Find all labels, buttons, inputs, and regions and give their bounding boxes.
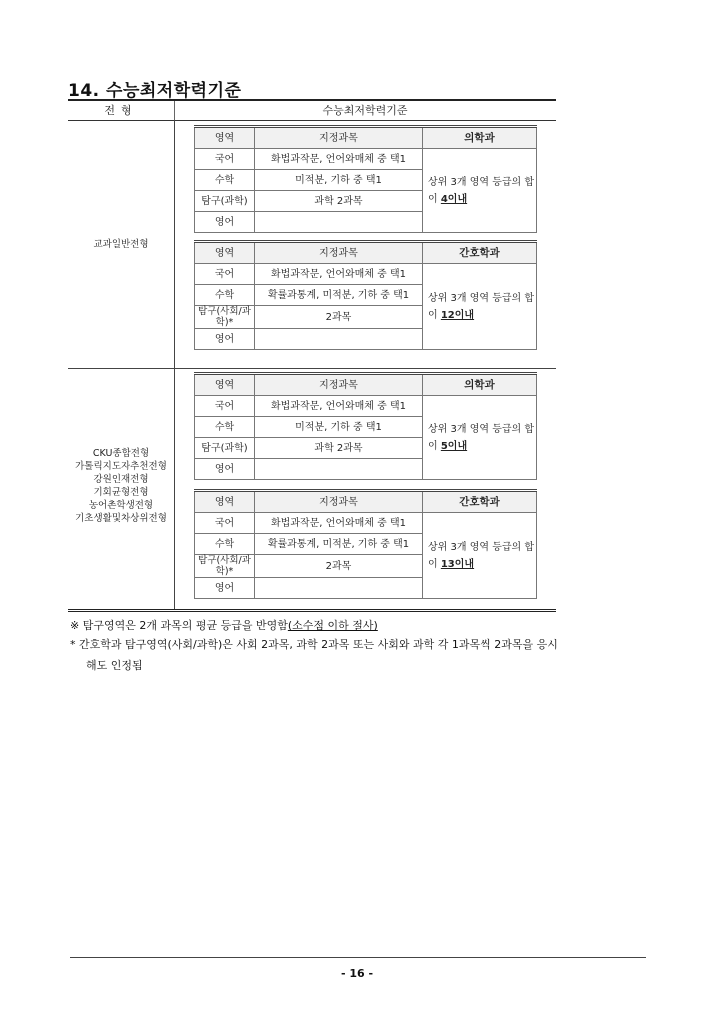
head-department: 간호학과 — [423, 242, 537, 264]
requirement-value: 12이내 — [440, 309, 475, 321]
cell-subject: 화법과작문, 언어와매체 중 택1 — [255, 264, 423, 285]
cell-area: 수학 — [195, 170, 255, 191]
cell-area: 탐구(사회/과학)* — [195, 555, 255, 578]
cell-subject: 2과목 — [255, 306, 423, 329]
head-department: 간호학과 — [423, 491, 537, 513]
cell-area: 국어 — [195, 149, 255, 170]
sub-table-head — [195, 127, 537, 149]
header-admission-type: 전형 — [104, 104, 138, 117]
requirement-text: 상위 3개 영역 등급의 합이 — [428, 541, 535, 570]
group-divider — [68, 368, 556, 369]
admission-minimum-table — [68, 99, 556, 612]
sub-table-comprehensive-medicine — [194, 372, 537, 480]
head-subject: 지정과목 — [255, 491, 423, 513]
cell-area: 영어 — [195, 329, 255, 350]
group-label-comprehensive — [68, 447, 174, 525]
head-department: 의학과 — [423, 374, 537, 396]
head-area: 영역 — [195, 374, 255, 396]
requirement-value: 4이내 — [440, 193, 468, 205]
cell-area: 탐구(사회/과학)* — [195, 306, 255, 329]
head-subject: 지정과목 — [255, 127, 423, 149]
group-label-line: 기회균형전형 — [93, 487, 149, 498]
cell-area: 영어 — [195, 212, 255, 233]
group-label-line: 가톨릭지도자추천전형 — [75, 461, 167, 472]
cell-subject: 2과목 — [255, 555, 423, 578]
column-divider — [174, 120, 175, 609]
cell-subject: 화법과작문, 언어와매체 중 택1 — [255, 396, 423, 417]
note-text: ※ 탐구영역은 2개 과목의 평균 등급을 반영함 — [70, 619, 288, 632]
head-area: 영역 — [195, 242, 255, 264]
cell-requirement — [423, 264, 537, 350]
head-area: 영역 — [195, 491, 255, 513]
cell-subject — [255, 459, 423, 480]
cell-area: 탐구(과학) — [195, 438, 255, 459]
cell-requirement — [423, 513, 537, 599]
cell-subject — [255, 212, 423, 233]
header-minimum-criteria: 수능최저학력기준 — [322, 104, 408, 117]
group-label-line: 농어촌학생전형 — [88, 500, 154, 511]
note-line: * 간호학과 탐구영역(사회/과학)은 사회 2과목, 과학 2과목 또는 사회와 과학 각 1과목씩 2과목을 응시 — [70, 638, 558, 651]
cell-subject — [255, 578, 423, 599]
sub-table-general-medicine — [194, 125, 537, 233]
section-title: 14. 수능최저학력기준 — [68, 81, 242, 101]
cell-area: 국어 — [195, 264, 255, 285]
page-number: - 16 - — [340, 967, 374, 980]
sub-table-head — [195, 491, 537, 513]
cell-subject: 미적분, 기하 중 택1 — [255, 170, 423, 191]
cell-subject: 미적분, 기하 중 택1 — [255, 417, 423, 438]
cell-area: 국어 — [195, 396, 255, 417]
head-subject: 지정과목 — [255, 374, 423, 396]
note-nursing-inquiry — [70, 637, 650, 673]
requirement-text: 상위 3개 영역 등급의 합이 — [428, 292, 535, 321]
sub-table-comprehensive-nursing — [194, 489, 537, 599]
sub-table-general-nursing — [194, 240, 537, 350]
table-row — [195, 149, 537, 170]
note-underlined-text: (소수점 이하 절사) — [287, 619, 378, 632]
cell-area: 영어 — [195, 459, 255, 480]
header-rule — [68, 120, 556, 121]
cell-requirement — [423, 396, 537, 480]
group-label-line: CKU종합전형 — [92, 448, 150, 459]
cell-requirement — [423, 149, 537, 233]
table-row — [195, 396, 537, 417]
cell-area: 국어 — [195, 513, 255, 534]
head-subject: 지정과목 — [255, 242, 423, 264]
cell-area: 수학 — [195, 285, 255, 306]
note-inquiry-average — [70, 618, 650, 633]
requirement-value: 5이내 — [440, 440, 468, 452]
cell-subject: 화법과작문, 언어와매체 중 택1 — [255, 513, 423, 534]
requirement-value: 13이내 — [440, 558, 475, 570]
cell-subject: 확률과통계, 미적분, 기하 중 택1 — [255, 285, 423, 306]
group-label-general — [68, 238, 174, 251]
group-label-line: 교과일반전형 — [93, 239, 149, 250]
group-label-line: 기초생활및차상위전형 — [75, 513, 167, 524]
sub-table-head — [195, 242, 537, 264]
cell-area: 영어 — [195, 578, 255, 599]
sub-table-head — [195, 374, 537, 396]
cell-subject — [255, 329, 423, 350]
cell-subject: 화법과작문, 언어와매체 중 택1 — [255, 149, 423, 170]
requirement-text: 상위 3개 영역 등급의 합이 — [428, 423, 535, 452]
note-line: 해도 인정됨 — [86, 659, 143, 672]
table-row — [195, 513, 537, 534]
requirement-text: 상위 3개 영역 등급의 합이 — [428, 176, 535, 205]
footer-rule — [70, 957, 646, 958]
cell-subject: 과학 2과목 — [255, 191, 423, 212]
head-department: 의학과 — [423, 127, 537, 149]
group-label-line: 강원인재전형 — [93, 474, 149, 485]
cell-area: 탐구(과학) — [195, 191, 255, 212]
cell-subject: 확률과통계, 미적분, 기하 중 택1 — [255, 534, 423, 555]
cell-subject: 과학 2과목 — [255, 438, 423, 459]
table-row — [195, 264, 537, 285]
cell-area: 수학 — [195, 417, 255, 438]
cell-area: 수학 — [195, 534, 255, 555]
head-area: 영역 — [195, 127, 255, 149]
